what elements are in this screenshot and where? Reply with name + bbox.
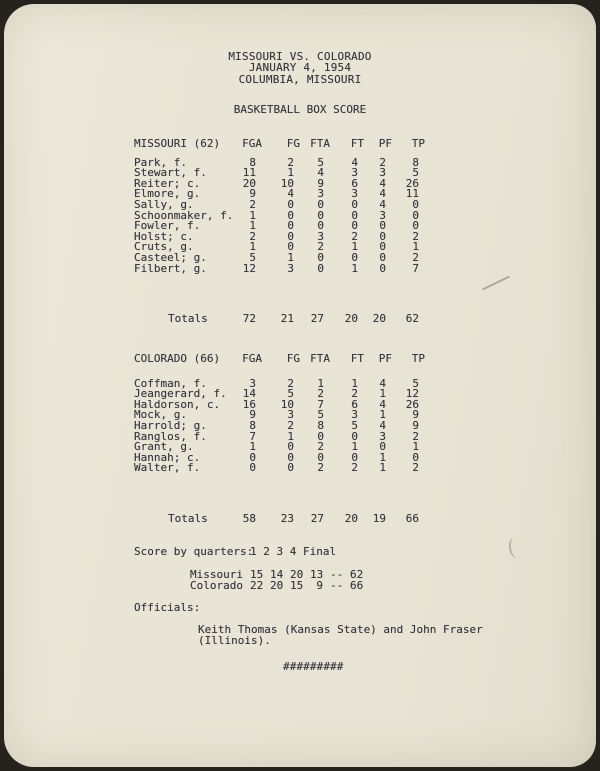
stat-fta: 2	[317, 387, 324, 401]
player-row	[4, 242, 596, 253]
pencil-margin-mark	[508, 536, 525, 559]
stat-fga: 14	[242, 387, 256, 401]
stat-fga: 0	[249, 461, 256, 475]
stat-fta: 0	[317, 429, 324, 443]
stat-ft: 0	[351, 208, 358, 222]
player-row	[4, 429, 596, 443]
player-name: Grant, g.	[134, 440, 194, 454]
stat-fta: 0	[317, 261, 324, 275]
stat-tp: 12	[405, 387, 419, 401]
player-name: Schoonmaker, f.	[134, 208, 234, 222]
stat-ft: 0	[351, 197, 358, 211]
scanned-document-page	[4, 4, 596, 767]
stat-fga: 0	[249, 450, 256, 464]
stat-fg: 5	[287, 387, 294, 401]
stat-pf: 4	[379, 418, 386, 432]
stat-ft: 4	[351, 155, 358, 169]
stat-fta: 2	[317, 240, 324, 254]
stat-fg: 0	[287, 197, 294, 211]
stat-tp: 2	[412, 250, 419, 264]
stat-tp: 11	[405, 187, 419, 201]
stat-fta: 2	[317, 440, 324, 454]
stat-ft: 1	[351, 240, 358, 254]
player-row	[4, 410, 596, 421]
column-header-tp: TP	[411, 137, 425, 150]
stat-fta: 8	[317, 418, 324, 432]
quarters-rows	[4, 569, 596, 591]
stat-fga: 2	[249, 229, 256, 243]
stat-fga: 8	[249, 418, 256, 432]
totals-fga: 72	[242, 312, 256, 326]
stat-tp: 8	[412, 155, 419, 169]
quarter-score-row	[4, 580, 596, 591]
player-name: Haldorson, c.	[134, 397, 221, 411]
stat-tp: 1	[412, 440, 419, 454]
q4-score: 9	[316, 579, 323, 592]
column-header-fta: FTA	[310, 352, 330, 365]
stat-ft: 2	[351, 229, 358, 243]
stat-fg: 0	[287, 240, 294, 254]
stat-pf: 4	[379, 376, 386, 390]
player-name: Casteel; g.	[134, 250, 207, 264]
player-name: Ranglos, f.	[134, 429, 207, 443]
stat-fg: 1	[287, 429, 294, 443]
stat-fga: 8	[249, 155, 256, 169]
stat-pf: 3	[379, 429, 386, 443]
stat-fta: 5	[317, 408, 324, 422]
stat-ft: 1	[351, 376, 358, 390]
stat-fg: 0	[287, 229, 294, 243]
column-header-pf: PF	[378, 137, 392, 150]
q2-score: 20	[270, 579, 284, 592]
stat-fga: 11	[242, 166, 256, 180]
stat-fta: 9	[317, 176, 324, 190]
column-header-ft: FT	[350, 137, 364, 150]
stat-fg: 0	[287, 461, 294, 475]
player-row	[4, 418, 596, 432]
column-header-fta: FTA	[310, 137, 330, 150]
totals-tp: 62	[405, 312, 419, 326]
totals-ft: 20	[344, 511, 358, 525]
missouri-player-rows	[4, 155, 596, 275]
stat-pf: 0	[379, 250, 386, 264]
stat-tp: 0	[412, 208, 419, 222]
officials-line-2: (Illinois).	[198, 634, 271, 648]
stat-tp: 26	[405, 176, 419, 190]
column-header-ft: FT	[350, 352, 364, 365]
stat-fg: 4	[287, 187, 294, 201]
player-row	[4, 250, 596, 264]
player-row	[4, 176, 596, 190]
stat-fg: 1	[287, 166, 294, 180]
totals-fg: 21	[280, 312, 294, 326]
document-subtitle: BASKETBALL BOX SCORE	[233, 103, 367, 116]
final-score: 66	[350, 579, 364, 592]
stat-fg: 1	[287, 250, 294, 264]
q1-score: 22	[250, 579, 264, 592]
team-name: Colorado	[190, 579, 243, 592]
officials-label: Officials:	[134, 601, 201, 614]
stat-pf: 1	[379, 450, 386, 464]
stat-fg: 3	[287, 408, 294, 422]
totals-fta: 27	[310, 312, 324, 326]
player-name: Walter, f.	[134, 461, 201, 475]
stat-tp: 1	[412, 240, 419, 254]
stat-fg: 2	[287, 418, 294, 432]
colorado-box-score	[4, 354, 596, 525]
matchup-title: MISSOURI VS. COLORADO	[228, 50, 372, 63]
column-header-fg: FG	[286, 137, 300, 150]
stat-fga: 2	[249, 197, 256, 211]
player-name: Hannah; c.	[134, 450, 201, 464]
stat-fta: 0	[317, 197, 324, 211]
stat-tp: 2	[412, 429, 419, 443]
stat-fta: 1	[317, 376, 324, 390]
stat-pf: 0	[379, 261, 386, 275]
missouri-team-label: MISSOURI (62)	[134, 137, 221, 150]
stat-fga: 7	[249, 429, 256, 443]
stat-fta: 3	[317, 187, 324, 201]
player-name: Stewart, f.	[134, 166, 207, 180]
stat-tp: 2	[412, 229, 419, 243]
quarters-label: Score by quarters:	[134, 545, 254, 558]
column-header-fg: FG	[286, 352, 300, 365]
stat-fta: 3	[317, 229, 324, 243]
team-name: Missouri	[190, 568, 243, 581]
stat-fg: 0	[287, 450, 294, 464]
totals-label: Totals	[168, 511, 208, 525]
totals-fta: 27	[310, 511, 324, 525]
q2-score: 14	[270, 568, 284, 581]
stat-fga: 16	[242, 397, 256, 411]
stat-ft: 0	[351, 250, 358, 264]
stat-fta: 0	[317, 250, 324, 264]
stat-tp: 7	[412, 261, 419, 275]
player-row	[4, 450, 596, 464]
totals-ft: 20	[344, 312, 358, 326]
column-header-tp: TP	[411, 352, 425, 365]
player-row	[4, 221, 596, 232]
stat-tp: 2	[412, 461, 419, 475]
player-name: Fowler, f.	[134, 219, 201, 233]
stat-pf: 0	[379, 240, 386, 254]
q3-score: 20	[290, 568, 304, 581]
stat-ft: 3	[351, 408, 358, 422]
stat-fg: 3	[287, 261, 294, 275]
stat-pf: 0	[379, 440, 386, 454]
colorado-totals-row	[4, 511, 596, 525]
player-row	[4, 442, 596, 453]
player-name: Reiter; c.	[134, 176, 201, 190]
column-header-fga: FGA	[242, 352, 262, 365]
end-of-document-mark: #########	[283, 660, 344, 673]
stat-tp: 9	[412, 408, 419, 422]
player-row	[4, 189, 596, 200]
score-separator: --	[330, 579, 344, 592]
stat-fga: 5	[249, 250, 256, 264]
player-row	[4, 389, 596, 400]
stat-fg: 10	[280, 397, 294, 411]
totals-pf: 19	[372, 511, 386, 525]
stat-fga: 12	[242, 261, 256, 275]
officials-line-1: Keith Thomas (Kansas State) and John Fraser	[198, 623, 483, 636]
stat-ft: 1	[351, 440, 358, 454]
stat-pf: 1	[379, 408, 386, 422]
stat-fta: 5	[317, 155, 324, 169]
stat-pf: 3	[379, 208, 386, 222]
quarters-column-header: 1 2 3 4 Final	[250, 545, 337, 558]
stat-pf: 0	[379, 229, 386, 243]
stat-ft: 3	[351, 166, 358, 180]
totals-label: Totals	[168, 312, 208, 326]
stat-fta: 4	[317, 166, 324, 180]
stat-fga: 1	[249, 440, 256, 454]
stat-pf: 4	[379, 187, 386, 201]
stat-fga: 1	[249, 240, 256, 254]
player-name: Park, f.	[134, 155, 187, 169]
missouri-table-header	[4, 139, 596, 150]
stat-pf: 1	[379, 461, 386, 475]
stat-pf: 1	[379, 387, 386, 401]
player-row	[4, 168, 596, 179]
player-name: Jeangerard, f.	[134, 387, 227, 401]
column-header-fga: FGA	[242, 137, 262, 150]
stat-pf: 4	[379, 197, 386, 211]
player-name: Coffman, f.	[134, 376, 207, 390]
stat-fga: 9	[249, 187, 256, 201]
stat-pf: 2	[379, 155, 386, 169]
stat-fga: 3	[249, 376, 256, 390]
player-row	[4, 397, 596, 411]
stat-ft: 3	[351, 187, 358, 201]
stat-ft: 2	[351, 461, 358, 475]
colorado-table-header	[4, 354, 596, 365]
stat-fga: 20	[242, 176, 256, 190]
stat-fta: 7	[317, 397, 324, 411]
stat-fga: 1	[249, 208, 256, 222]
stat-fta: 0	[317, 219, 324, 233]
player-name: Elmore, g.	[134, 187, 201, 201]
colorado-team-label: COLORADO (66)	[134, 352, 221, 365]
player-name: Holst; c.	[134, 229, 194, 243]
missouri-totals-row	[4, 314, 596, 325]
stat-pf: 4	[379, 397, 386, 411]
game-date: JANUARY 4, 1954	[248, 61, 352, 75]
stat-fg: 0	[287, 208, 294, 222]
player-row	[4, 208, 596, 222]
player-name: Filbert, g.	[134, 261, 207, 275]
stat-tp: 5	[412, 166, 419, 180]
stat-fta: 0	[317, 450, 324, 464]
stat-fg: 0	[287, 219, 294, 233]
score-separator: --	[330, 568, 344, 581]
stat-tp: 0	[412, 219, 419, 233]
stat-tp: 5	[412, 376, 419, 390]
player-row	[4, 197, 596, 211]
stat-ft: 0	[351, 450, 358, 464]
stat-tp: 9	[412, 418, 419, 432]
document-header	[4, 51, 596, 85]
player-name: Harrold; g.	[134, 418, 207, 432]
stat-fta: 2	[317, 461, 324, 475]
player-name: Sally, g.	[134, 197, 194, 211]
stat-pf: 4	[379, 176, 386, 190]
stat-fg: 0	[287, 440, 294, 454]
game-location: COLUMBIA, MISSOURI	[238, 72, 362, 86]
stat-ft: 1	[351, 261, 358, 275]
totals-fg: 23	[280, 511, 294, 525]
player-row	[4, 229, 596, 243]
column-header-pf: PF	[378, 352, 392, 365]
player-name: Cruts, g.	[134, 240, 194, 254]
player-name: Mock, g.	[134, 408, 187, 422]
final-score: 62	[350, 568, 364, 581]
stat-fga: 9	[249, 408, 256, 422]
stat-tp: 0	[412, 197, 419, 211]
stat-ft: 6	[351, 397, 358, 411]
q1-score: 15	[250, 568, 264, 581]
stat-fga: 1	[249, 219, 256, 233]
totals-pf: 20	[372, 312, 386, 326]
stat-tp: 0	[412, 450, 419, 464]
missouri-box-score	[4, 139, 596, 325]
player-row	[4, 261, 596, 275]
stat-fg: 2	[287, 155, 294, 169]
player-row	[4, 155, 596, 169]
stat-fg: 10	[280, 176, 294, 190]
totals-fga: 58	[242, 511, 256, 525]
totals-tp: 66	[405, 511, 419, 525]
stat-fta: 0	[317, 208, 324, 222]
player-row	[4, 463, 596, 474]
stat-pf: 0	[379, 219, 386, 233]
stat-ft: 0	[351, 219, 358, 233]
stat-ft: 2	[351, 387, 358, 401]
colorado-player-rows	[4, 376, 596, 475]
stat-ft: 5	[351, 418, 358, 432]
stat-ft: 0	[351, 429, 358, 443]
stat-ft: 6	[351, 176, 358, 190]
stat-fg: 2	[287, 376, 294, 390]
q3-score: 15	[290, 579, 304, 592]
q4-score: 13	[310, 568, 324, 581]
stat-tp: 26	[405, 397, 419, 411]
player-row	[4, 376, 596, 390]
stat-pf: 3	[379, 166, 386, 180]
